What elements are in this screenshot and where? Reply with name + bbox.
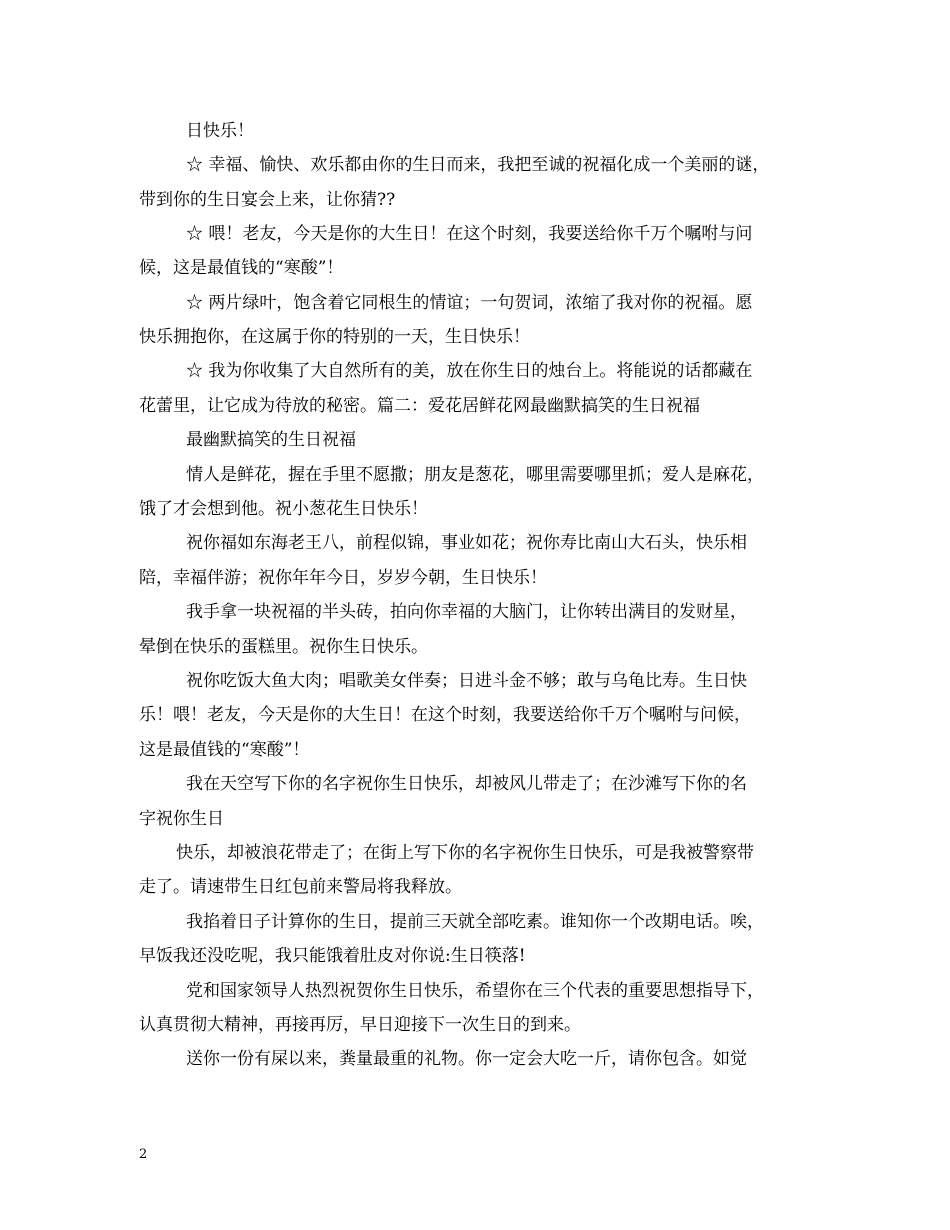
text-line: 送你一份有屎以来，粪量最重的礼物。你一定会大吃一斤，请你包含。如觉 (186, 1049, 747, 1069)
text-line: 情人是鲜花，握在手里不愿撒；朋友是葱花，哪里需要哪里抓；爱人是麻花， (186, 465, 764, 485)
text-line: 认真贯彻大精神，再接再厉，早日迎接下一次生日的到来。 (139, 1015, 581, 1035)
text-line: 我手拿一块祝福的半头砖，拍向你幸福的大脑门，让你转出满目的发财星， (186, 602, 747, 622)
text-line: ☆ 幸福、愉快、欢乐都由你的生日而来，我把至诚的祝福化成一个美丽的谜， (186, 155, 770, 175)
text-line: ☆ 两片绿叶，饱含着它同根生的情谊；一句贺词，浓缩了我对你的祝福。愿 (186, 293, 753, 313)
text-line: 带到你的生日宴会上来，让你猜?? (139, 190, 396, 210)
text-line: 晕倒在快乐的蛋糕里。祝你生日快乐。 (139, 637, 428, 657)
text-line: 字祝你生日 (139, 809, 224, 829)
page-number: 2 (139, 1147, 148, 1162)
text-line: 祝你吃饭大鱼大肉；唱歌美女伴奏；日进斗金不够；敢与乌龟比寿。生日快 (186, 671, 747, 691)
text-line: ☆ 喂！老友，今天是你的大生日！在这个时刻，我要送给你千万个嘱咐与问 (186, 224, 753, 244)
text-line: 花蕾里，让它成为待放的秘密。篇二：爱花居鲜花网最幽默搞笑的生日祝福 (139, 396, 700, 416)
text-line: 祝你福如东海老王八，前程似锦，事业如花；祝你寿比南山大石头，快乐相 (186, 533, 747, 553)
section-heading: 最幽默搞笑的生日祝福 (186, 430, 356, 450)
text-line: 早饭我还没吃呢，我只能饿着肚皮对你说:生日筷落! (139, 946, 526, 966)
text-line: 党和国家领导人热烈祝贺你生日快乐，希望你在三个代表的重要思想指导下， (186, 981, 764, 1001)
text-line: 快乐拥抱你，在这属于你的特别的一天，生日快乐！ (139, 327, 530, 347)
text-line: ☆ 我为你收集了大自然所有的美，放在你生日的烛台上。将能说的话都藏在 (186, 361, 753, 381)
text-line: 快乐，却被浪花带走了；在街上写下你的名字祝你生日快乐，可是我被警察带 (176, 843, 754, 863)
text-line: 走了。请速带生日红包前来警局将我释放。 (139, 877, 462, 897)
text-line: 我掐着日子计算你的生日，提前三天就全部吃素。谁知你一个改期电话。唉， (186, 912, 764, 932)
text-line: 这是最值钱的“寒酸”！ (139, 740, 310, 760)
text-line: 候，这是最值钱的“寒酸”！ (139, 258, 344, 278)
text-line: 陪，幸福伴游；祝你年年今日，岁岁今朝，生日快乐！ (139, 568, 547, 588)
text-line: 日快乐！ (186, 121, 254, 141)
text-line: 乐！喂！老友，今天是你的大生日！在这个时刻，我要送给你千万个嘱咐与问候， (139, 705, 751, 725)
text-line: 我在天空写下你的名字祝你生日快乐，却被风儿带走了；在沙滩写下你的名 (186, 774, 747, 794)
text-line: 饿了才会想到他。祝小葱花生日快乐！ (139, 499, 428, 519)
